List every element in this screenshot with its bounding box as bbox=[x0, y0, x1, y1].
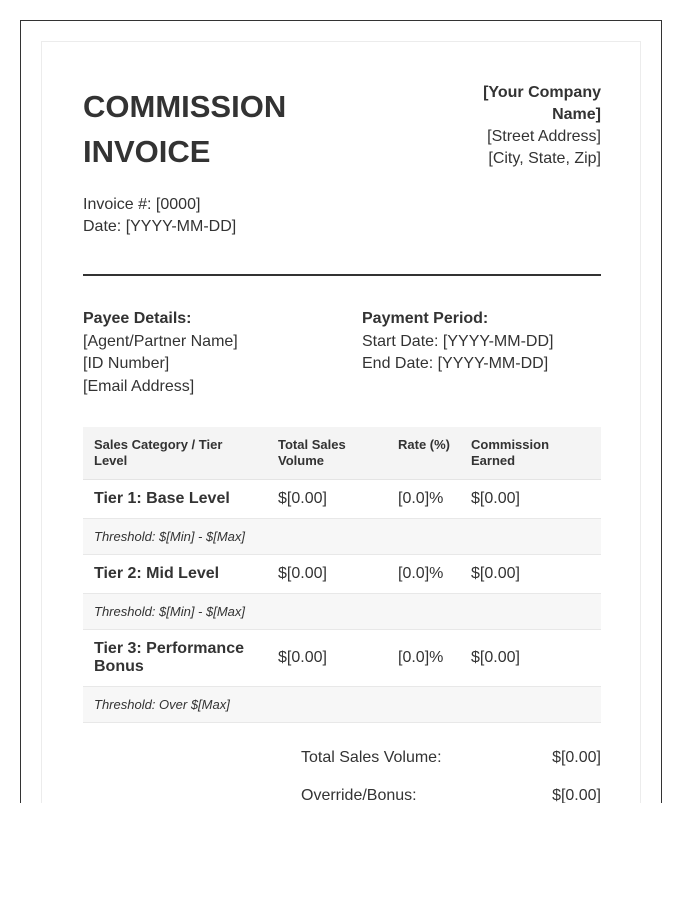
payee-id: [ID Number] bbox=[83, 355, 170, 372]
period-start: Start Date: [YYYY-MM-DD] bbox=[362, 332, 554, 350]
payee-email: [Email Address] bbox=[83, 377, 195, 395]
col-header-commission: Commission Earned bbox=[460, 427, 601, 480]
tier-threshold: Threshold: $[Min] - $[Max] bbox=[83, 519, 601, 555]
total-label: Total Sales Volume: bbox=[301, 749, 442, 766]
invoice-title bbox=[83, 84, 323, 174]
threshold-row bbox=[83, 519, 601, 555]
total-value: $[0.00] bbox=[552, 787, 601, 803]
tier-commission: $[0.00] bbox=[460, 630, 601, 687]
tier-commission: $[0.00] bbox=[460, 480, 601, 519]
tier-rate: [0.0]% bbox=[387, 555, 460, 594]
threshold-row bbox=[83, 594, 601, 630]
payment-period bbox=[362, 308, 601, 398]
tier-volume: $[0.00] bbox=[267, 555, 387, 594]
header-divider bbox=[83, 274, 601, 276]
company-street: [Street Address] bbox=[487, 128, 601, 145]
col-header-category: Sales Category / Tier Level bbox=[83, 427, 267, 480]
payee-name: [Agent/Partner Name] bbox=[83, 332, 238, 350]
tier-volume: $[0.00] bbox=[267, 480, 387, 519]
tier-threshold: Threshold: $[Min] - $[Max] bbox=[83, 594, 601, 630]
invoice-content bbox=[83, 82, 601, 803]
invoice-date: Date: [YYYY-MM-DD] bbox=[83, 218, 237, 235]
total-row bbox=[301, 785, 601, 803]
tier-volume: $[0.00] bbox=[267, 630, 387, 687]
invoice-meta bbox=[83, 194, 601, 238]
company-block bbox=[441, 82, 601, 170]
period-heading: Payment Period: bbox=[362, 310, 489, 327]
invoice-header bbox=[83, 82, 601, 174]
tier-commission: $[0.00] bbox=[460, 555, 601, 594]
invoice-number: Invoice #: [0000] bbox=[83, 196, 201, 213]
tier-name: Tier 3: Performance Bonus bbox=[83, 630, 267, 687]
total-label: Override/Bonus: bbox=[301, 787, 417, 803]
invoice-title-line1: COMMISSION bbox=[83, 89, 287, 124]
details-section bbox=[83, 308, 601, 398]
period-end: End Date: [YYYY-MM-DD] bbox=[362, 355, 549, 372]
total-row bbox=[301, 747, 601, 769]
commission-table bbox=[83, 427, 601, 723]
payee-heading: Payee Details: bbox=[83, 310, 192, 327]
col-header-rate: Rate (%) bbox=[387, 427, 460, 480]
company-name: [Your Company Name] bbox=[483, 84, 601, 123]
totals-section bbox=[301, 747, 601, 803]
invoice-title-line2: INVOICE bbox=[83, 134, 211, 169]
document-viewport[interactable] bbox=[20, 20, 662, 803]
threshold-row bbox=[83, 687, 601, 723]
company-city: [City, State, Zip] bbox=[488, 150, 601, 167]
table-row bbox=[83, 555, 601, 594]
total-value: $[0.00] bbox=[552, 749, 601, 766]
tier-name: Tier 1: Base Level bbox=[83, 480, 267, 519]
col-header-volume: Total Sales Volume bbox=[267, 427, 387, 480]
invoice-page bbox=[41, 41, 641, 803]
payee-details bbox=[83, 308, 362, 398]
table-row bbox=[83, 480, 601, 519]
tier-rate: [0.0]% bbox=[387, 480, 460, 519]
tier-rate: [0.0]% bbox=[387, 630, 460, 687]
tier-name: Tier 2: Mid Level bbox=[83, 555, 267, 594]
table-row bbox=[83, 630, 601, 687]
table-header-row bbox=[83, 427, 601, 480]
tier-threshold: Threshold: Over $[Max] bbox=[83, 687, 601, 723]
